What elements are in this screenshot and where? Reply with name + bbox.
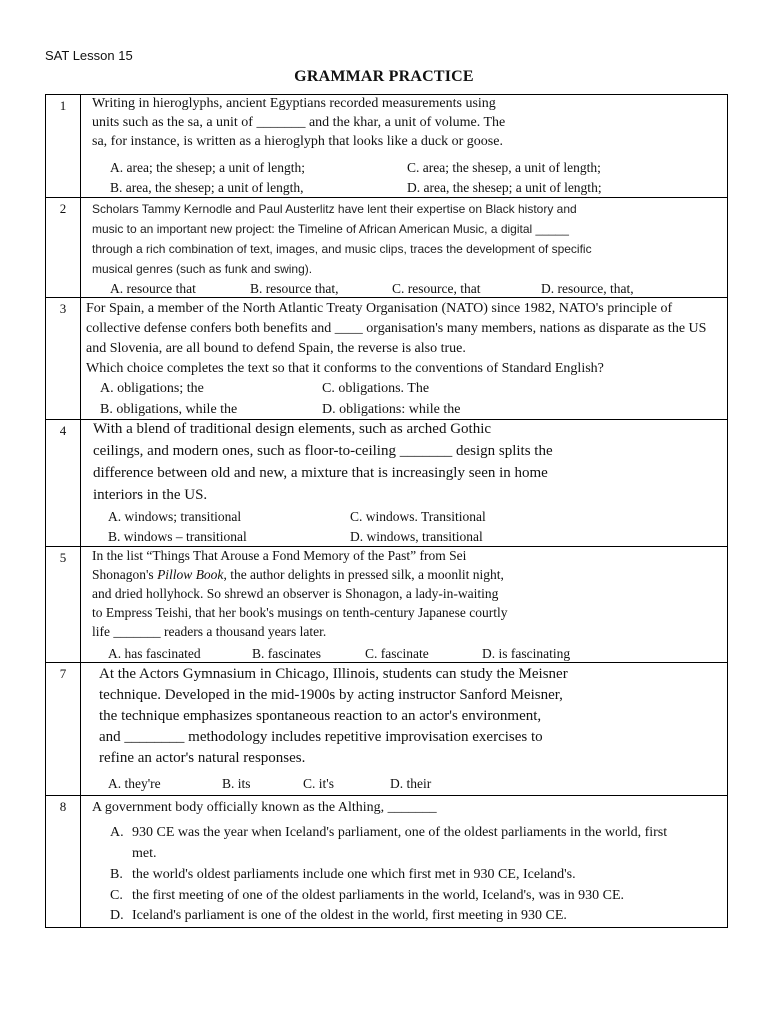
option-a[interactable]: A. resource that (110, 281, 196, 296)
option-b-label[interactable]: B. (110, 867, 123, 882)
question-text-line: sa, for instance, is written as a hieroglyph that looks like a duck or goose. (92, 134, 503, 149)
question-number: 8 (46, 796, 81, 927)
question-text-line: and ________ methodology includes repetitive improvisation exercises to (99, 729, 543, 745)
option-d[interactable]: Iceland's parliament is one of the oldest in the world, first meeting in 930 CE. (132, 908, 567, 923)
question-text-line: and dried hollyhock. So shrewd an observer is Shonagon, a lady-in-waiting (92, 586, 499, 601)
option-d[interactable]: D. their (390, 776, 432, 791)
option-d[interactable]: D. is fascinating (482, 646, 571, 661)
question-text-line: the technique emphasizes spontaneous reaction to an actor's environment, (99, 708, 542, 724)
question-text-line: For Spain, a member of the North Atlantic Treaty Organisation (NATO) since 1982, NATO's principle of (86, 301, 673, 316)
question-text-line: and Slovenia, are all bound to defend Spain, the reverse is also true. (86, 341, 466, 356)
page-title: GRAMMAR PRACTICE (294, 68, 474, 85)
question-text-line: collective defense confers both benefits and ____ organisation's many members, nations as disparate as the US (86, 321, 707, 336)
option-d[interactable]: D. obligations: while the (322, 402, 461, 417)
option-b[interactable]: the world's oldest parliaments include one which first met in 930 CE, Iceland's. (132, 867, 576, 882)
option-c[interactable]: C. it's (303, 776, 334, 791)
question-cell (82, 298, 727, 419)
question-text-line: difference between old and new, a mixture that is increasingly seen in home (93, 465, 548, 481)
question-text-line: refine an actor's natural responses. (99, 750, 306, 766)
question-row-1 (45, 94, 728, 198)
question-row-8 (45, 795, 728, 928)
option-d[interactable]: D. windows, transitional (350, 529, 483, 544)
option-c[interactable]: C. fascinate (365, 646, 429, 661)
option-d-label[interactable]: D. (110, 908, 124, 923)
option-a[interactable]: A. windows; transitional (108, 509, 242, 524)
question-number: 7 (46, 663, 81, 795)
question-text-line: In the list “Things That Arouse a Fond Memory of the Past” from Sei (92, 548, 467, 563)
text-segment: , the author delights in pressed silk, a moonlit night, (223, 567, 504, 582)
question-row-3 (45, 297, 728, 420)
option-c[interactable]: C. obligations. The (322, 381, 430, 396)
question-text-line: units such as the sa, a unit of _______ and the khar, a unit of volume. The (92, 115, 506, 130)
question-number: 1 (46, 95, 81, 197)
question-text-line: interiors in the US. (93, 487, 208, 503)
question-text-line (92, 567, 504, 583)
question-row-4 (45, 419, 728, 547)
question-text-line: With a blend of traditional design elements, such as arched Gothic (93, 421, 492, 437)
option-d[interactable]: D. resource, that, (541, 281, 634, 296)
question-text-line: musical genres (such as funk and swing). (92, 262, 313, 276)
question-row-2 (45, 197, 728, 298)
question-text-line: to Empress Teishi, that her book's musings on tenth-century Japanese courtly (92, 605, 508, 620)
lesson-label: SAT Lesson 15 (45, 48, 133, 63)
option-a[interactable]: 930 CE was the year when Iceland's parliament, one of the oldest parliaments in the world, first (132, 825, 668, 840)
book-title: Pillow Book (157, 567, 224, 582)
question-cell (82, 420, 727, 546)
question-number: 5 (46, 547, 81, 662)
question-cell (82, 547, 727, 662)
question-number: 3 (46, 298, 81, 419)
option-a[interactable]: A. has fascinated (108, 646, 201, 661)
option-d[interactable]: D. area, the shesep; a unit of length; (407, 180, 602, 195)
question-text-line: music to an important new project: the Timeline of African American Music, a digital _____ (92, 222, 569, 236)
question-text-line: ceilings, and modern ones, such as floor-to-ceiling _______ design splits the (93, 443, 553, 459)
option-a-label[interactable]: A. (110, 825, 124, 840)
question-stem: A government body officially known as the Althing, _______ (92, 800, 437, 815)
question-text-line: life _______ readers a thousand years later. (92, 624, 327, 639)
text-segment: Shonagon's (92, 567, 158, 582)
option-b[interactable]: B. fascinates (252, 646, 321, 661)
option-c-label[interactable]: C. (110, 888, 123, 903)
option-b[interactable]: B. windows – transitional (108, 529, 247, 544)
option-b[interactable]: B. area, the shesep; a unit of length, (110, 180, 304, 195)
option-b[interactable]: B. obligations, while the (100, 402, 238, 417)
option-c[interactable]: C. area; the shesep, a unit of length; (407, 160, 601, 175)
question-text-line: Writing in hieroglyphs, ancient Egyptians recorded measurements using (92, 96, 496, 111)
question-row-7 (45, 662, 728, 796)
question-text-line: through a rich combination of text, images, and music clips, traces the development of specific (92, 242, 592, 256)
question-cell (82, 663, 727, 795)
question-number: 4 (46, 420, 81, 546)
option-a[interactable]: A. they're (108, 776, 161, 791)
question-cell (82, 95, 727, 197)
option-b[interactable]: B. resource that, (250, 281, 339, 296)
question-text-line: technique. Developed in the mid-1900s by acting instructor Sanford Meisner, (99, 687, 563, 703)
question-text-line: Which choice completes the text so that it conforms to the conventions of Standard English? (86, 361, 604, 376)
option-a[interactable]: A. area; the shesep; a unit of length; (110, 160, 305, 175)
option-c[interactable]: the first meeting of one of the oldest parliaments in the world, Iceland's, was in 930 CE. (132, 888, 625, 903)
question-text-line: At the Actors Gymnasium in Chicago, Illinois, students can study the Meisner (99, 666, 568, 682)
option-a-continued[interactable]: met. (132, 846, 157, 861)
option-c[interactable]: C. resource, that (392, 281, 481, 296)
question-cell (82, 198, 727, 297)
question-row-5 (45, 546, 728, 663)
option-b[interactable]: B. its (222, 776, 251, 791)
question-text-line: Scholars Tammy Kernodle and Paul Austerlitz have lent their expertise on Black history and (92, 202, 577, 216)
option-c[interactable]: C. windows. Transitional (350, 509, 486, 524)
question-number: 2 (46, 198, 81, 297)
question-cell (82, 796, 727, 927)
option-a[interactable]: A. obligations; the (100, 381, 204, 396)
